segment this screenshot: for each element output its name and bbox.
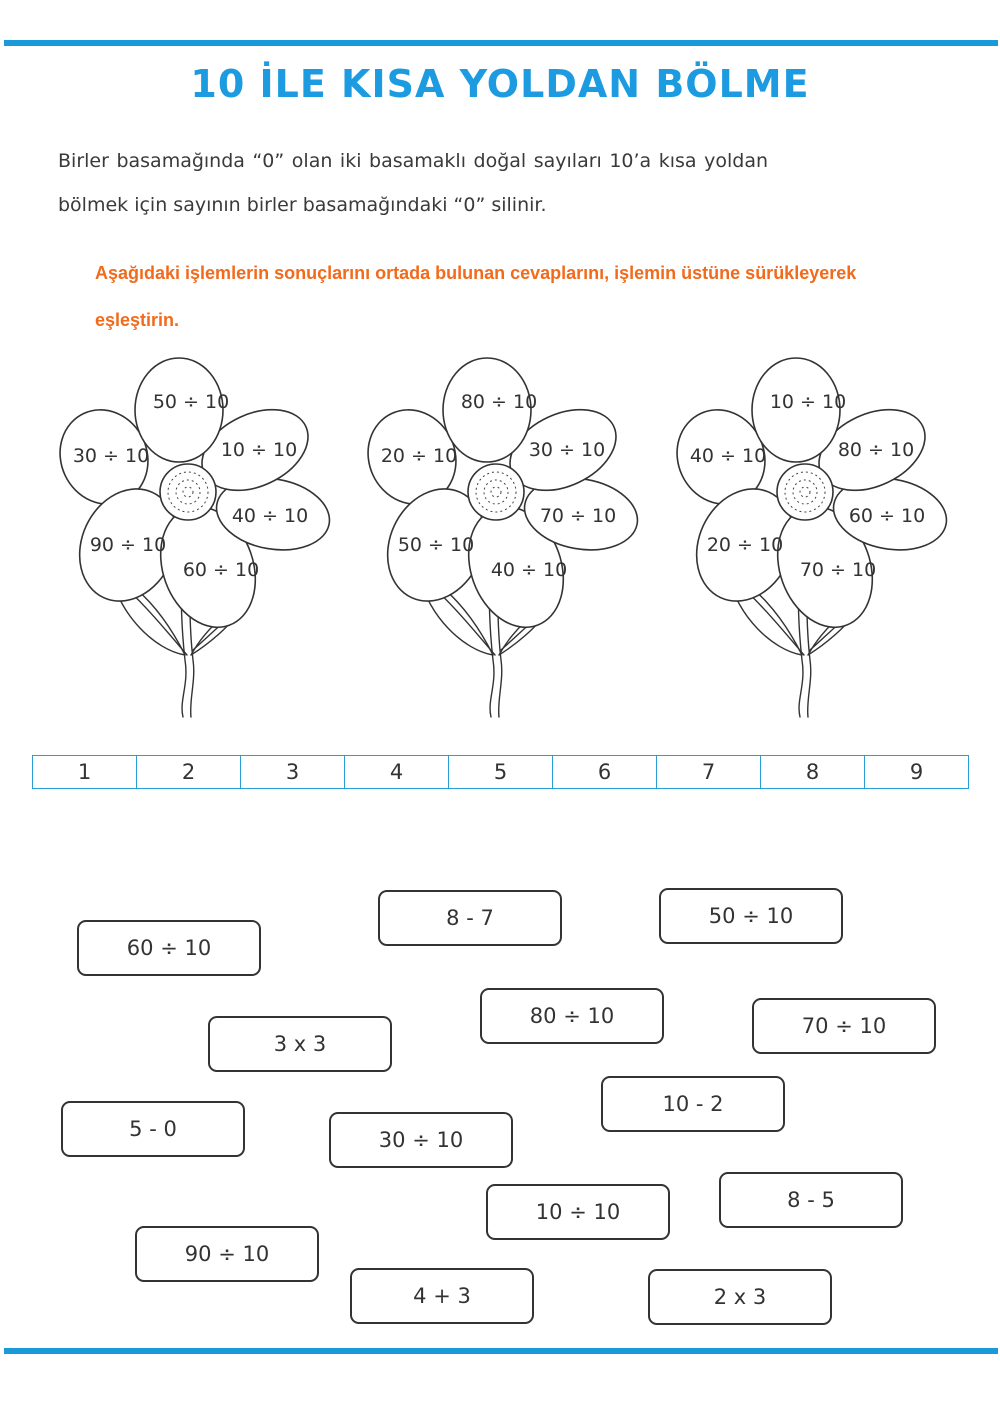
flower-3 [672, 355, 972, 725]
answer-slot[interactable]: 2 [137, 756, 241, 788]
draggable-card[interactable]: 2 x 3 [648, 1269, 832, 1325]
petal-label: 60 ÷ 10 [848, 505, 926, 527]
draggable-card[interactable]: 8 - 7 [378, 890, 562, 946]
top-rule [4, 40, 998, 46]
draggable-card[interactable]: 70 ÷ 10 [752, 998, 936, 1054]
flower-2 [363, 355, 663, 725]
draggable-card[interactable]: 50 ÷ 10 [659, 888, 843, 944]
petal-label: 50 ÷ 10 [152, 391, 230, 413]
petal-label: 80 ÷ 10 [460, 391, 538, 413]
answer-slot[interactable]: 9 [909, 760, 924, 784]
instruction-line-2: eşleştirin. [95, 310, 180, 330]
draggable-card[interactable]: 60 ÷ 10 [77, 920, 261, 976]
petal-label: 90 ÷ 10 [89, 534, 167, 556]
answer-slot[interactable]: 6 [553, 756, 657, 788]
petal-label: 10 ÷ 10 [220, 439, 298, 461]
bottom-rule [4, 1348, 998, 1354]
draggable-card[interactable]: 4 + 3 [350, 1268, 534, 1324]
draggable-card[interactable]: 10 - 2 [601, 1076, 785, 1132]
petal-label: 10 ÷ 10 [769, 391, 847, 413]
petal-label: 20 ÷ 10 [706, 534, 784, 556]
draggable-card[interactable]: 10 ÷ 10 [486, 1184, 670, 1240]
petal-label: 20 ÷ 10 [380, 445, 458, 467]
answer-slot[interactable]: 1 [33, 756, 137, 788]
petal-label: 70 ÷ 10 [539, 505, 617, 527]
answer-slot[interactable]: 4 [345, 756, 449, 788]
petal-label: 70 ÷ 10 [799, 559, 877, 581]
instruction-line-1: Aşağıdaki işlemlerin sonuçlarını ortada bulunan cevaplarını, işlemin üstüne sürükleyerek [95, 263, 857, 283]
flower-1 [55, 355, 355, 725]
intro-line-1: Birler basamağında “0” olan iki basamaklı doğal sayıları 10’a kısa yoldan [58, 150, 768, 172]
draggable-card[interactable]: 8 - 5 [719, 1172, 903, 1228]
answer-slot[interactable]: 7 [657, 756, 761, 788]
draggable-card[interactable]: 90 ÷ 10 [135, 1226, 319, 1282]
draggable-card[interactable]: 3 x 3 [208, 1016, 392, 1072]
page-title: 10 İLE KISA YOLDAN BÖLME [190, 62, 810, 106]
answer-slot[interactable]: 3 [241, 756, 345, 788]
petal-label: 30 ÷ 10 [528, 439, 606, 461]
petal-label: 40 ÷ 10 [490, 559, 568, 581]
petal-label: 80 ÷ 10 [837, 439, 915, 461]
answer-slot[interactable]: 5 [449, 756, 553, 788]
petal-label: 40 ÷ 10 [231, 505, 309, 527]
draggable-card[interactable]: 80 ÷ 10 [480, 988, 664, 1044]
petal-label: 40 ÷ 10 [689, 445, 767, 467]
answer-number-row [32, 755, 969, 789]
petal-label: 50 ÷ 10 [397, 534, 475, 556]
draggable-card[interactable]: 5 - 0 [61, 1101, 245, 1157]
answer-slot[interactable]: 8 [761, 756, 865, 788]
petal-label: 30 ÷ 10 [72, 445, 150, 467]
intro-line-2: bölmek için sayının birler basamağındaki “0” silinir. [58, 194, 547, 216]
draggable-card[interactable]: 30 ÷ 10 [329, 1112, 513, 1168]
petal-label: 60 ÷ 10 [182, 559, 260, 581]
